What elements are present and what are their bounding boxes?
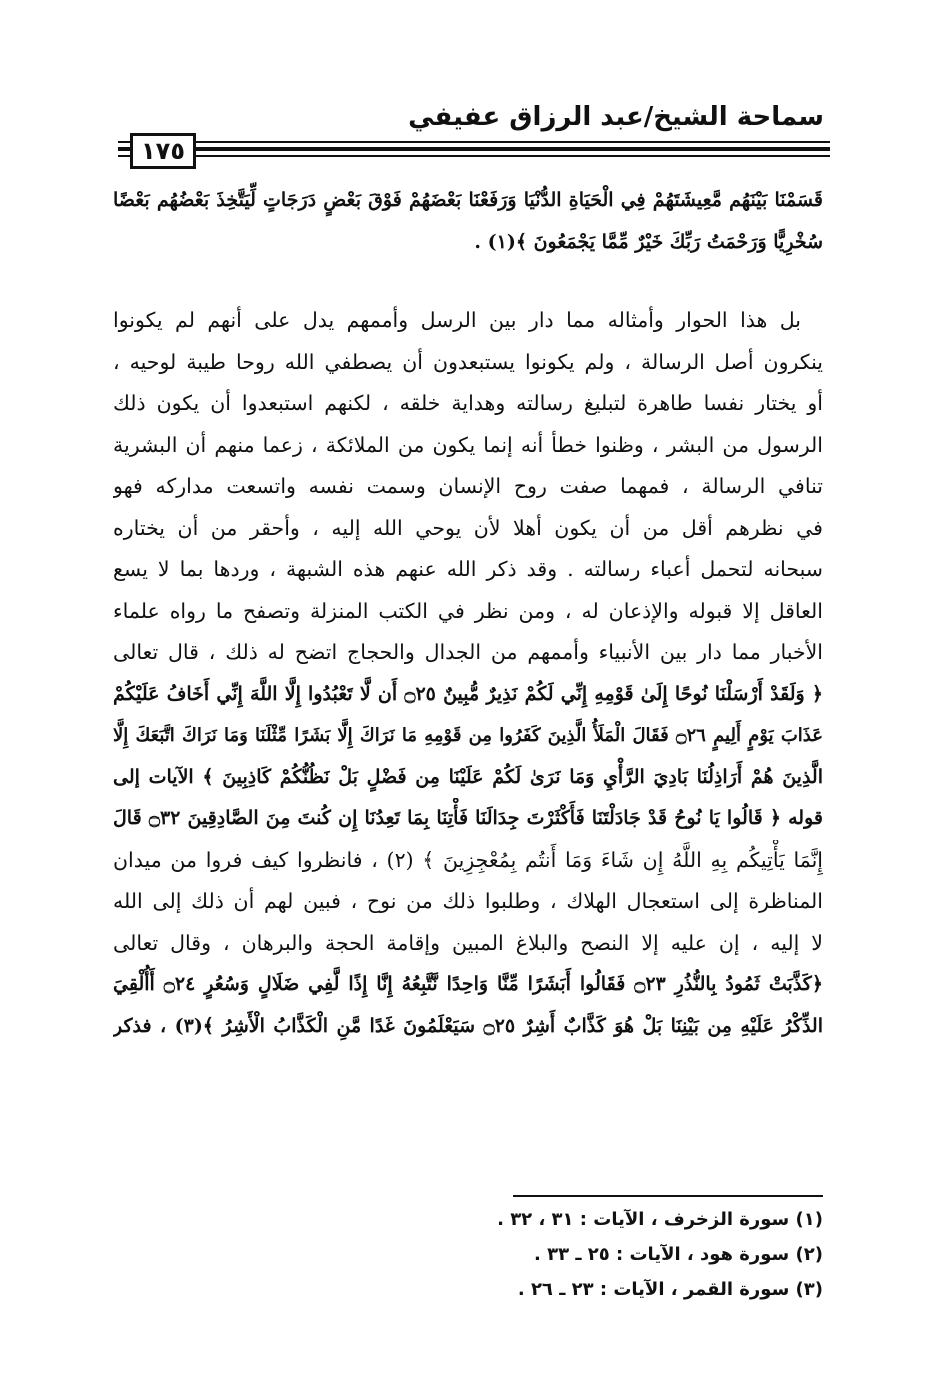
header-rule-top	[118, 141, 830, 143]
text-line: قوله ﴿ قَالُوا يَا نُوحُ قَدْ جَادَلْتَنَا فَأَكْثَرْتَ جِدَالَنَا فَأْتِنَا بِمَا تَعِدُنَا إِن كُنتَ مِنَ الصَّادِقِينَ ۝٣٢ قَالَ	[113, 807, 823, 829]
text-line: المناظرة إلى استعجال الهلاك ، وطلبوا ذلك من نوح ، فبين لهم أن ذلك إلى الله	[113, 889, 823, 913]
footnote-divider	[513, 1195, 823, 1197]
text-line: بل هذا الحوار وأمثاله مما دار بين الرسل وأممهم يدل على أنهم لم يكونوا	[113, 308, 801, 332]
text-line: الأخبار مما دار بين الأنبياء وأممهم من الجدال والحجاج اتضح له ذلك ، قال تعالى	[113, 640, 823, 664]
text-line: لا إليه ، إن عليه إلا النصح والبلاغ المبين وإقامة الحجة والبرهان ، وقال تعالى	[113, 930, 823, 955]
text-line: أو يختار نفسا طاهرة لتبليغ رسالته وهداية خلقه ، لكنهم استبعدوا أن يكون ذلك	[113, 391, 823, 415]
page-number: ١٧٥	[130, 133, 196, 169]
footnote-3: (٣) سورة القمر ، الآيات : ٢٣ ـ ٢٦ .	[517, 1279, 823, 1300]
text-line: العاقل إلا قبوله والإذعان له ، ومن نظر في الكتب المنزلة وتصفح ما رواه علماء	[113, 598, 823, 623]
text-line: الرسول من البشر ، وظنوا خطأ أنه إنما يكون من الملائكة ، زعما منهم أن البشرية	[113, 432, 823, 457]
text-line: قَسَمْنَا بَيْنَهُم مَّعِيشَتَهُمْ فِي الْحَيَاةِ الدُّنْيَا وَرَفَعْنَا بَعْضَهُمْ فَوْقَ بَعْضٍ دَرَجَاتٍ لِّيَتَّخِذَ بَعْضُهُم بَعْضًا	[113, 189, 823, 211]
footnote-1: (١) سورة الزخرف ، الآيات : ٣١ ، ٣٢ .	[497, 1209, 823, 1230]
text-line: عَذَابَ يَوْمٍ أَلِيمٍ ۝٢٦ فَقَالَ الْمَلَأُ الَّذِينَ كَفَرُوا مِن قَوْمِهِ مَا نَرَاكَ إِلَّا بَشَرًا مِّثْلَنَا وَمَا نَرَاكَ اتَّبَعَكَ إِلَّا	[113, 725, 823, 746]
text-line: ﴿كَذَّبَتْ ثَمُودُ بِالنُّذُرِ ۝٢٣ فَقَالُوا أَبَشَرًا مِّنَّا وَاحِدًا نَّتَّبِعُهُ إِنَّا إِذًا لَّفِي ضَلَالٍ وَسُعُرٍ ۝٢٤ أَأُلْقِيَ	[113, 973, 823, 995]
footnote-2: (٢) سورة هود ، الآيات : ٢٥ ـ ٣٣ .	[533, 1244, 823, 1265]
text-line: الذِّكْرُ عَلَيْهِ مِن بَيْنِنَا بَلْ هُوَ كَذَّابٌ أَشِرٌ ۝٢٥ سَيَعْلَمُونَ غَدًا مَّنِ الْكَذَّابُ الْأَشِرُ ﴾(٣) ، فذكر	[113, 1014, 823, 1037]
text-line: في نظرهم أقل من أن يكون أهلا لأن يوحي الله إليه ، وأحقر من أن يختاره	[113, 515, 823, 540]
intro-quran-text	[113, 180, 823, 263]
text-line: سبحانه لتحمل أعباء رسالته . وقد ذكر الله عنهم هذه الشبهة ، وردها بما لا يسع	[113, 557, 823, 581]
main-paragraph	[113, 300, 823, 1047]
running-title: سماحة الشيخ/عبد الرزاق عفيفي	[408, 102, 824, 132]
text-line: ﴿ وَلَقَدْ أَرْسَلْنَا نُوحًا إِلَىٰ قَوْمِهِ إِنِّي لَكُمْ نَذِيرٌ مُّبِينٌ ۝٢٥ أَن لَّا تَعْبُدُوا إِلَّا اللَّهَ إِنِّي أَخَافُ عَلَيْكُمْ	[113, 682, 823, 705]
text-line: الَّذِينَ هُمْ أَرَاذِلُنَا بَادِيَ الرَّأْيِ وَمَا نَرَىٰ لَكُمْ عَلَيْنَا مِن فَضْلٍ بَلْ نَظُنُّكُمْ كَاذِبِينَ ﴾ الآيات إلى	[113, 765, 823, 788]
text-line: تنافي الرسالة ، فمهما صفت روح الإنسان وسمت نفسه واتسعت مداركه فهو	[113, 474, 823, 498]
header-rules	[118, 138, 830, 168]
text-line: سُخْرِيًّا وَرَحْمَتُ رَبِّكَ خَيْرٌ مِّمَّا يَجْمَعُونَ ﴾(١) .	[474, 230, 823, 253]
text-line: ينكرون أصل الرسالة ، ولم يكونوا يستبعدون أن يصطفي الله روحا طيبة لوحيه ،	[113, 349, 823, 374]
footnotes	[323, 1202, 823, 1307]
text-line: إِنَّمَا يَأْتِيكُم بِهِ اللَّهُ إِن شَاءَ وَمَا أَنتُم بِمُعْجِزِينَ ﴾ (٢) ، فانظروا كيف فروا من ميدان	[113, 847, 823, 872]
header-rule-bottom	[118, 155, 830, 157]
header-rule-middle	[118, 147, 830, 151]
